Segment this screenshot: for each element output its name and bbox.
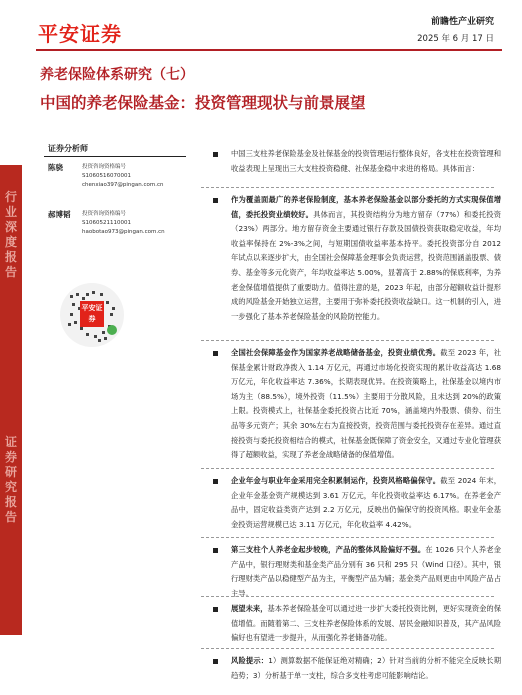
paragraph-lead: 作为覆盖面最广的养老保险制度，基本养老保险基金以部分委托的方式实现保值增值，委托投资业绩较好。 bbox=[231, 195, 501, 219]
paragraph-text: 具体而言，其投资结构分为地方留存（77%）和委托投资（23%）两部分。地方留存资金主要通过银行存款及国债投资获取稳定收益，年均收益率保持在 2%-3%之间，与短期国债收益率基本持平。委托投资部分自 2012 年试点以来逐步扩大，由全国社会保障基金理事会负责运营，投资范围涵盖股票、债券、基金等多元化资产，年均收益率达 5.00%，显著高于 2.88%的保底利率，为养老金保值增值提供了重要助力。值得注意的是，2023 年起，由部分超额收益计提形成的风险基金开始独立运营，主要用于弥补委托投资收益缺口。这一机制的引入，进一步强化了基本养老保险基金的风险防控能力。 bbox=[231, 209, 502, 321]
bullet-icon bbox=[213, 351, 218, 356]
bullet-icon bbox=[213, 659, 218, 664]
paragraph-divider bbox=[201, 468, 494, 469]
side-label-securities: 证券研究报告 bbox=[4, 435, 17, 524]
analyst-name: 郝博韬 bbox=[48, 210, 71, 219]
paragraph-lead: 全国社会保障基金作为国家养老战略储备基金，投资业绩优秀。 bbox=[231, 348, 441, 357]
summary-paragraph bbox=[231, 654, 501, 683]
paragraph-text: 中国三支柱养老保险基金及社保基金的投资管理运行整体良好，各支柱在投资管理和收益表现上呈现出三大支柱投资稳健、社保基金稳中求进的格局。具体而言： bbox=[231, 149, 501, 173]
paragraph-divider bbox=[201, 537, 494, 538]
paragraph-divider bbox=[201, 596, 494, 597]
analyst-details bbox=[82, 163, 164, 190]
series-title: 养老保险体系研究（七） bbox=[40, 67, 194, 83]
bullet-icon bbox=[213, 548, 218, 553]
paragraph-lead: 第三支柱个人养老金起步较晚，产品的整体风险偏好不强。 bbox=[231, 545, 426, 554]
paragraph-text: 基本养老保险基金可以通过进一步扩大委托投资比例，更好实现资金的保值增值。而随着第二、三支柱养老保险体系的发展、居民金融知识普及，其产品风险偏好也有望进一步提升，从而强化养老储备功能。 bbox=[231, 604, 502, 643]
summary-paragraph bbox=[231, 474, 501, 532]
analyst-name: 陈骁 bbox=[48, 163, 63, 172]
paragraph-text: 截至 2024 年末，企业年金基金资产规模达到 3.61 万亿元，年化投资收益率达 6.17%。在养老金产品中，固定收益类资产达到 2.2 万亿元，反映出仍偏保守的投资风格。职业年金基金投资运营规模已达 3.11 万亿元，年化收益率 4.42%。 bbox=[231, 476, 501, 529]
summary-paragraph bbox=[231, 543, 501, 601]
analyst-cert-number: S1060516070001 bbox=[82, 173, 131, 179]
summary-paragraph bbox=[231, 147, 501, 176]
side-banner bbox=[0, 165, 22, 635]
side-label-industry: 行业深度报告 bbox=[4, 190, 17, 279]
header-divider bbox=[36, 49, 502, 51]
paragraph-text: 在 1026 只个人养老金产品中，银行理财类和基金类产品分别有 36 只和 295 只（Wind 口径）。其中，银行理财类产品以稳健型产品为主，平衡型产品为辅；基金类产品则更由中风险产品占主导。 bbox=[231, 545, 501, 598]
analyst-email[interactable]: haobotao973@pingan.com.cn bbox=[82, 229, 165, 235]
brand-logo: 平安证券 bbox=[38, 22, 122, 46]
bullet-icon bbox=[213, 607, 218, 612]
qr-label: 平安证券 bbox=[81, 304, 103, 323]
bullet-icon bbox=[213, 152, 218, 157]
paragraph-divider bbox=[201, 187, 494, 188]
paragraph-lead: 企业年金与职业年金采用完全积累制运作，投资风格略偏保守。 bbox=[231, 476, 441, 485]
paragraph-lead: 风险提示： bbox=[231, 656, 269, 665]
bullet-icon bbox=[213, 479, 218, 484]
qr-corner-dot-icon bbox=[107, 325, 117, 335]
analyst-heading: 证券分析师 bbox=[48, 144, 88, 153]
analyst-card bbox=[48, 209, 71, 220]
paragraph-text: 截至 2023 年，社保基金累计财政净拨入 1.14 万亿元，再通过市场化投资实现的累计收益高达 1.68 万亿元，年化收益率达 7.36%，长期表现优异。在投资策略上，社保基金以境内市场为主（88.5%），境外投资（11.5%）主要用于分散风险，且未达到 20%的政策上限。投资模式上，社保基金委托投资占比近 70%，涵盖境内外股票、债券、衍生品等多元资产；其余 30%左右为直接投资，投资范围与委托投资存在差异。通过直接投资与委托投资相结合的模式，社保基金既保障了资金安全，又通过专业化管理获得了超额收益，实现了养老金战略储备的保值增值。 bbox=[231, 348, 501, 460]
report-type: 前瞻性产业研究 bbox=[430, 17, 494, 27]
bullet-icon bbox=[213, 198, 218, 203]
analyst-card bbox=[48, 162, 63, 173]
summary-paragraph bbox=[231, 193, 501, 324]
summary-paragraph bbox=[231, 346, 501, 463]
paragraph-lead: 展望未来， bbox=[231, 604, 268, 613]
analyst-cert-label: 投资咨询资格编号 bbox=[82, 164, 127, 170]
paragraph-divider bbox=[201, 340, 494, 341]
analyst-cert-number: S1060521110001 bbox=[82, 220, 131, 226]
analyst-email[interactable]: chenxiao397@pingan.com.cn bbox=[82, 182, 164, 188]
paragraph-text: 1）测算数据不能保证绝对精确；2）针对当前的分析不能完全反映长期趋势；3）分析基于单一支柱，综合多支柱考虑可能影响结论。 bbox=[231, 656, 501, 680]
paragraph-divider bbox=[201, 648, 494, 649]
analyst-cert-label: 投资咨询资格编号 bbox=[82, 211, 127, 217]
report-date: 2025 年 6 月 17 日 bbox=[417, 34, 494, 44]
page-title: 中国的养老保险基金：投资管理现状与前景展望 bbox=[40, 94, 366, 112]
summary-paragraph bbox=[231, 602, 501, 646]
analyst-divider bbox=[44, 156, 186, 157]
qr-brand-badge bbox=[80, 301, 104, 327]
analyst-details bbox=[82, 210, 165, 237]
